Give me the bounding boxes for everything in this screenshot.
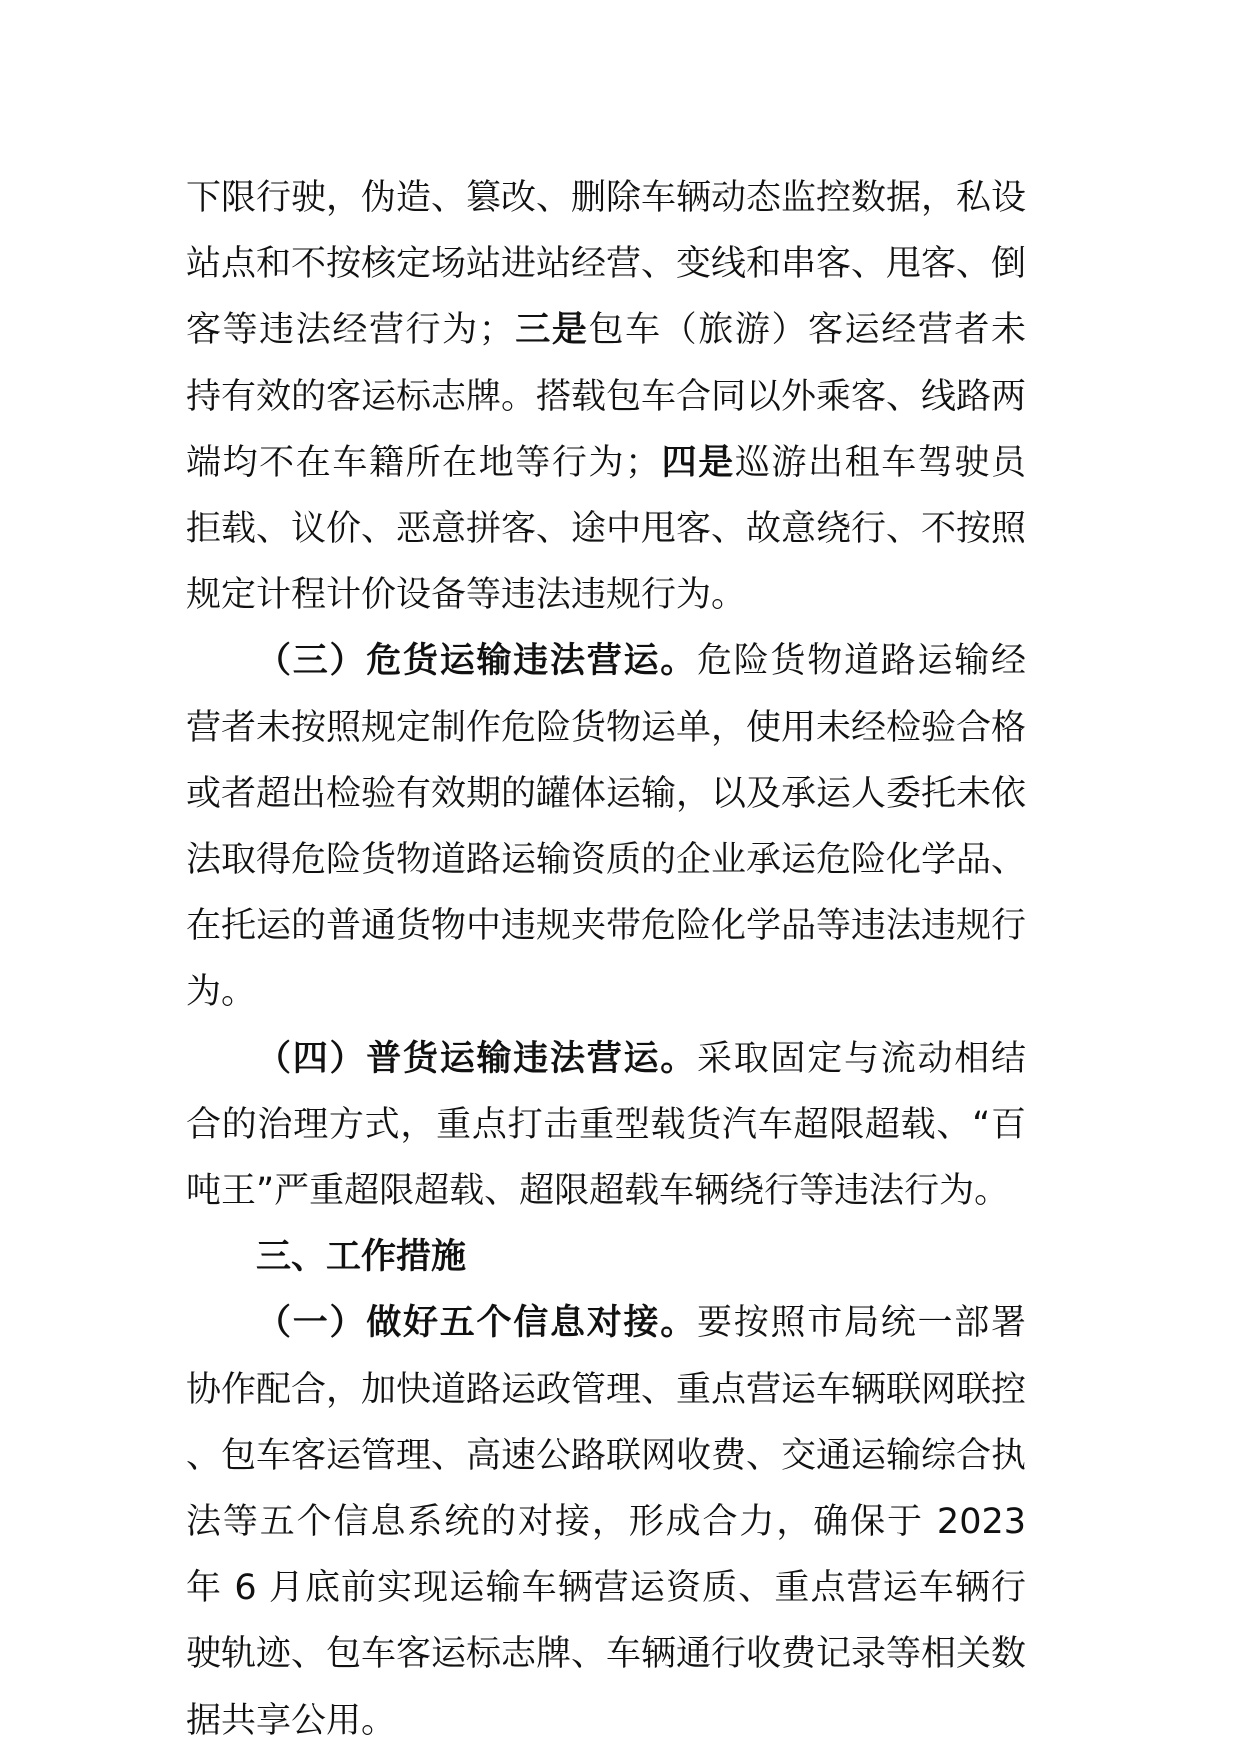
paragraph-general-cargo <box>186 1026 1026 1225</box>
bold-marker-fourth: 四是 <box>660 442 735 483</box>
section-heading: 三、工作措施 <box>256 1237 467 1278</box>
paragraph-illegal-passenger-transport <box>186 165 1026 628</box>
paragraph-information-docking <box>186 1290 1026 1753</box>
paragraph-text: 要按照市局统一部署协作配合，加快道路运政管理、重点营运车辆联网联控、包车客运管理、高速公路联网收费、交通运输综合执法等五个信息系统的对接，形成合力，确保于 2023 年 6 月底前实现运输车辆营运资质、重点营运车辆行驶轨迹、包车客运标志牌、车辆通行收费记录等相关数据共享公用。 <box>186 1303 1027 1741</box>
document-body <box>186 165 1026 1754</box>
bold-marker-third: 三是 <box>513 310 589 351</box>
paragraph-text: 危险货物道路运输经营者未按照规定制作危险货物运单，使用未经检验合格或者超出检验有效期的罐体运输，以及承运人委托未依法取得危险货物道路运输资质的企业承运危险化学品、在托运的普通货物中违规夹带危险化学品等违法违规行为。 <box>186 641 1027 1013</box>
paragraph-text: 下限行驶，伪造、篡改、删除车辆动态监控数据，私设站点和不按核定场站进站经营、变线和串客、甩客、倒客等违法经营行为； <box>186 178 1027 351</box>
paragraph-title: （一）做好五个信息对接。 <box>256 1303 697 1344</box>
paragraph-text: 包车（旅游）客运经营者未持有效的客运标志牌。搭载包车合同以外乘客、线路两端均不在车籍所在地等行为； <box>186 310 1027 483</box>
paragraph-title: （四）普货运输违法营运。 <box>256 1038 697 1079</box>
paragraph-title: （三）危货运输违法营运。 <box>256 641 697 682</box>
paragraph-text: 巡游出租车驾驶员拒载、议价、恶意拼客、途中甩客、故意绕行、不按照规定计程计价设备等违法违规行为。 <box>186 442 1027 616</box>
paragraph-text: 采取固定与流动相结合的治理方式，重点打击重型载货汽车超限超载、“百吨王”严重超限超载、超限超载车辆绕行等违法行为。 <box>186 1038 1026 1212</box>
paragraph-dangerous-goods <box>186 628 1026 1025</box>
